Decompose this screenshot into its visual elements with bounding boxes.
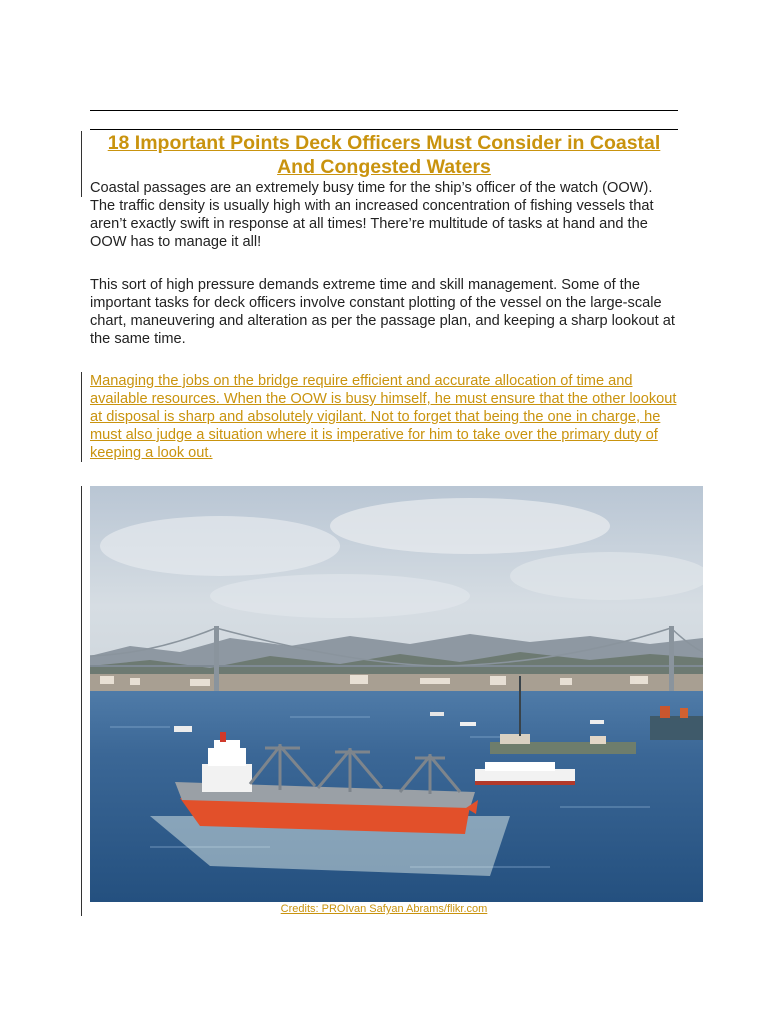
change-bar-image (81, 486, 82, 916)
second-paragraph: This sort of high pressure demands extreme time and skill management. Some of the important tasks for deck officers involve constant plotting of the vessel on the large-scale chart, maneuvering and alteration as per the passage plan, and keeping a sharp lookout at the same time. (90, 277, 675, 347)
ship-photo (90, 486, 703, 902)
top-horizontal-rule (90, 110, 678, 111)
ship-photo-illustration (90, 486, 703, 902)
title-horizontal-rule (90, 129, 678, 130)
change-bar-link-paragraph (81, 372, 82, 462)
change-bar-title (81, 131, 82, 197)
linked-paragraph[interactable]: Managing the jobs on the bridge require efficient and accurate allocation of time and available resources. When the OOW is busy himself, he must ensure that the other lookout at disposal is sharp and absolutely vigilant. Not to forget that being the one in charge, he must also judge a situation where it is imperative for him to take over the primary duty of keeping a look out. (90, 373, 677, 461)
intro-paragraph: Coastal passages are an extremely busy time for the ship’s officer of the watch (OOW). The traffic density is usually high with an increased concentration of fishing vessels that aren’t exactly swift in response at all times! There’re multitude of tasks at hand and the OOW has to manage it all! (90, 180, 654, 250)
article-title[interactable]: 18 Important Points Deck Officers Must Consider in Coastal And Congested Waters (107, 132, 661, 178)
image-credit-link[interactable]: Credits: PROIvan Safyan Abrams/flikr.com (280, 903, 488, 915)
